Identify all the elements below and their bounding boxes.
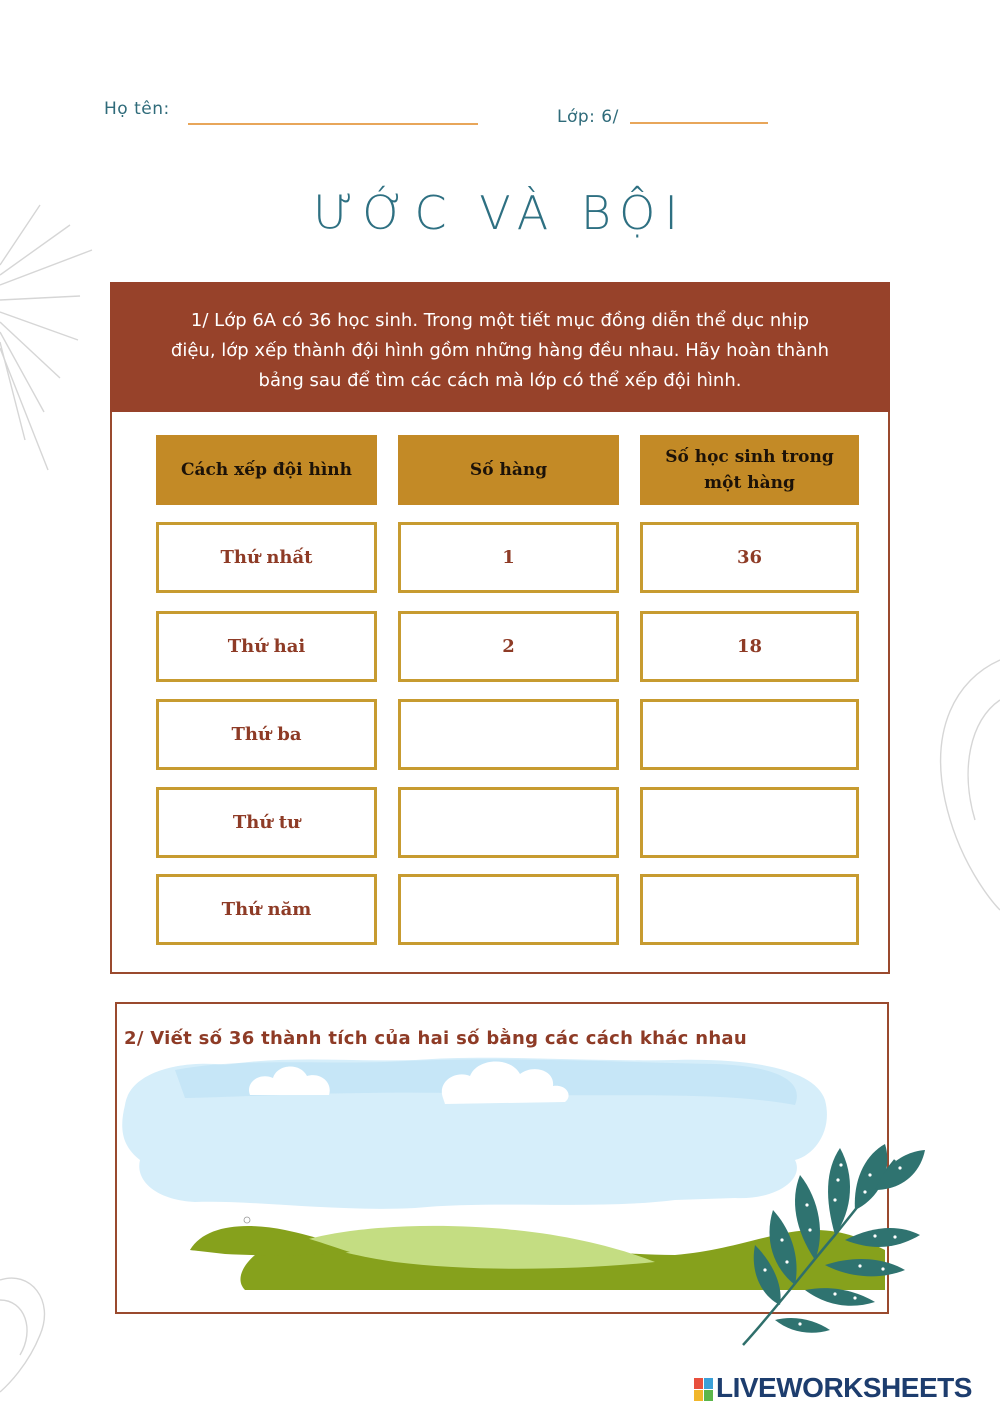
- brand-logo-icon: [694, 1378, 712, 1400]
- row-1-students-input[interactable]: 36: [640, 522, 859, 593]
- row-5-label: Thứ năm: [156, 874, 377, 945]
- brand-name[interactable]: LIVEWORKSHEETS: [716, 1372, 972, 1403]
- page-title: ƯỚC VÀ BỘI: [313, 186, 687, 240]
- row-4-label: Thứ tư: [156, 787, 377, 858]
- row-3-students-input[interactable]: [640, 699, 859, 770]
- row-4-students-input[interactable]: [640, 787, 859, 858]
- row-1-rows-input[interactable]: 1: [398, 522, 619, 593]
- row-4-rows-input[interactable]: [398, 787, 619, 858]
- header-cell-arrangement: Cách xếp đội hình: [156, 435, 377, 505]
- header-cell-students: Số học sinh trong một hàng: [640, 435, 859, 505]
- row-1-label: Thứ nhất: [156, 522, 377, 593]
- row-3-rows-input[interactable]: [398, 699, 619, 770]
- row-2-students-input[interactable]: 18: [640, 611, 859, 682]
- name-label: Họ tên:: [104, 99, 170, 119]
- class-line[interactable]: [630, 122, 768, 124]
- row-5-rows-input[interactable]: [398, 874, 619, 945]
- class-label: Lớp: 6/: [557, 107, 619, 127]
- row-2-label: Thứ hai: [156, 611, 377, 682]
- leaf-icon: [735, 1140, 930, 1350]
- name-line[interactable]: [188, 123, 478, 125]
- section2-prompt: 2/ Viết số 36 thành tích của hai số bằng các cách khác nhau: [124, 1028, 747, 1049]
- row-2-rows-input[interactable]: 2: [398, 611, 619, 682]
- section1-prompt: 1/ Lớp 6A có 36 học sinh. Trong một tiết mục đồng diễn thể dục nhịp điệu, lớp xếp thành đội hình gồm những hàng đều nhau. Hãy hoàn thành bảng sau để tìm các cách mà lớp có thể xếp đội hình.: [110, 282, 890, 412]
- row-3-label: Thứ ba: [156, 699, 377, 770]
- header-cell-rows: Số hàng: [398, 435, 619, 505]
- row-5-students-input[interactable]: [640, 874, 859, 945]
